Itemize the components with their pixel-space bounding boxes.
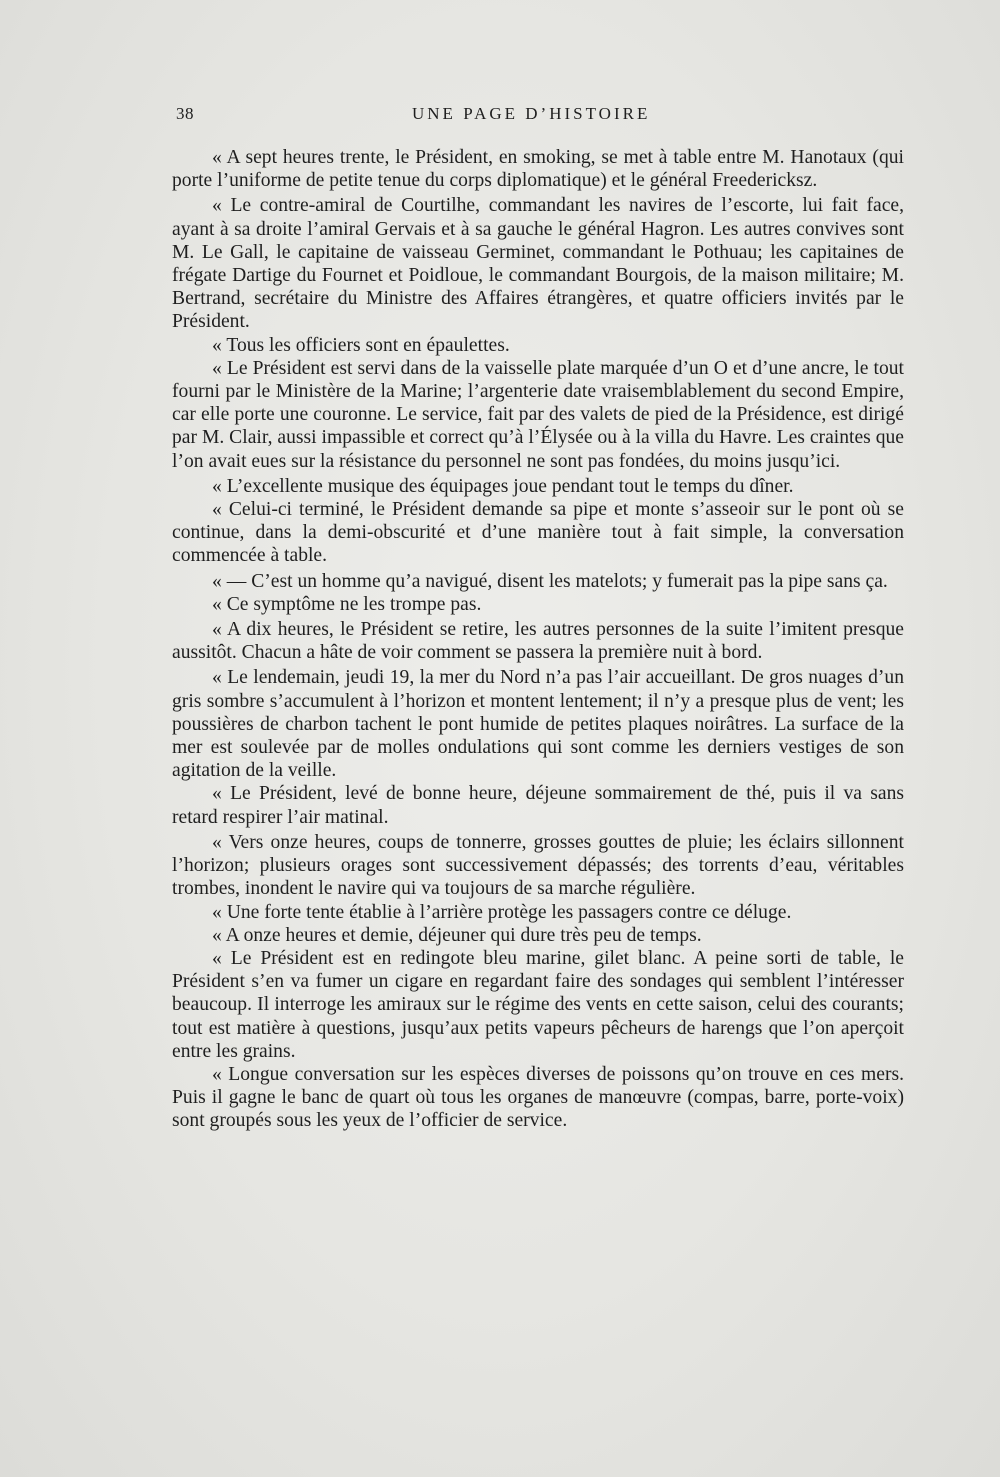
paragraph: « Le Président est servi dans de la vaisselle plate marquée d’un O et d’une ancre, le tout fourni par le Ministère de la Marine; l’argenterie date vraisemblablement du second Empire, car elle porte une couronne. Le service, fait par des valets de pied de la Présidence, est dirigé par M. Clair, aussi impassible et correct qu’à l’Élysée ou à la villa du Havre. Les craintes que l’on avait eues sur la résistance du personnel ne sont pas fondées, du moins jusqu’ici.: [172, 357, 904, 472]
page-header: [176, 100, 900, 130]
body-text: [172, 146, 904, 1133]
running-title: UNE PAGE D’HISTOIRE: [412, 104, 651, 123]
paragraph: « A onze heures et demie, déjeuner qui dure très peu de temps.: [212, 924, 702, 946]
paragraph: « — C’est un homme qu’a navigué, disent les matelots; y fumerait pas la pipe sans ça.: [212, 570, 888, 592]
paragraph: « Longue conversation sur les espèces diverses de poissons qu’on trouve en ces mers. Puis il gagne le banc de quart où tous les organes de manœuvre (compas, barre, porte-voix) sont groupés sous les yeux de l’officier de service.: [172, 1063, 904, 1132]
paragraph: « A sept heures trente, le Président, en smoking, se met à table entre M. Hanotaux (qui porte l’uniforme de petite tenue du corps diplomatique) et le général Freedericksz.: [172, 147, 904, 192]
page-number: 38: [176, 104, 194, 123]
paragraph: « Une forte tente établie à l’arrière protège les passagers contre ce déluge.: [212, 901, 792, 923]
paragraph: « Le Président est en redingote bleu marine, gilet blanc. A peine sorti de table, le Président s’en va fumer un cigare en regardant faire des sondages qui semblent l’intéresser beaucoup. Il interroge les amiraux sur le régime des vents en cette saison, celui des courants; tout est matière à questions, jusqu’aux petits vapeurs pêcheurs de harengs que l’on aperçoit entre les grains.: [172, 947, 904, 1062]
paragraph: « A dix heures, le Président se retire, les autres personnes de la suite l’imitent presque aussitôt. Chacun a hâte de voir comment se passera la première nuit à bord.: [172, 619, 904, 664]
paragraph: « L’excellente musique des équipages joue pendant tout le temps du dîner.: [212, 475, 794, 497]
paragraph: « Le contre-amiral de Courtilhe, commandant les navires de l’escorte, lui fait face, ayant à sa droite l’amiral Gervais et à sa gauche le général Hagron. Les autres convives sont M. Le Gall, le capitaine de vaisseau Germinet, commandant le Pothuau; les capitaines de frégate Dartige du Fournet et Poidloue, le commandant Bourgois, de la maison militaire; M. Bertrand, secrétaire du Ministre des Affaires étrangères, et quatre officiers invités par le Président.: [172, 195, 904, 333]
paragraph: « Ce symptôme ne les trompe pas.: [212, 593, 482, 615]
paragraph: « Tous les officiers sont en épaulettes.: [212, 334, 510, 356]
paragraph: « Le Président, levé de bonne heure, déjeune sommairement de thé, puis il va sans retard respirer l’air matinal.: [172, 783, 904, 828]
paragraph: « Vers onze heures, coups de tonnerre, grosses gouttes de pluie; les éclairs sillonnent l’horizon; plusieurs orages sont successivement dépassés; des torrents d’eau, véritables trombes, inondent le navire qui va toujours de sa marche régulière.: [172, 831, 904, 900]
paragraph: « Le lendemain, jeudi 19, la mer du Nord n’a pas l’air accueillant. De gros nuages d’un gris sombre s’accumulent à l’horizon et montent lentement; il n’y a presque plus de vent; les poussières de charbon tachent le pont humide de petites plaques noirâtres. La surface de la mer est soulevée par de molles ondulations qui sont comme les derniers vestiges de son agitation de la veille.: [172, 667, 904, 782]
paragraph: « Celui-ci terminé, le Président demande sa pipe et monte s’asseoir sur le pont où se continue, dans la demi-obscurité et d’une manière tout à fait simple, la conversation commencée à table.: [172, 499, 904, 567]
